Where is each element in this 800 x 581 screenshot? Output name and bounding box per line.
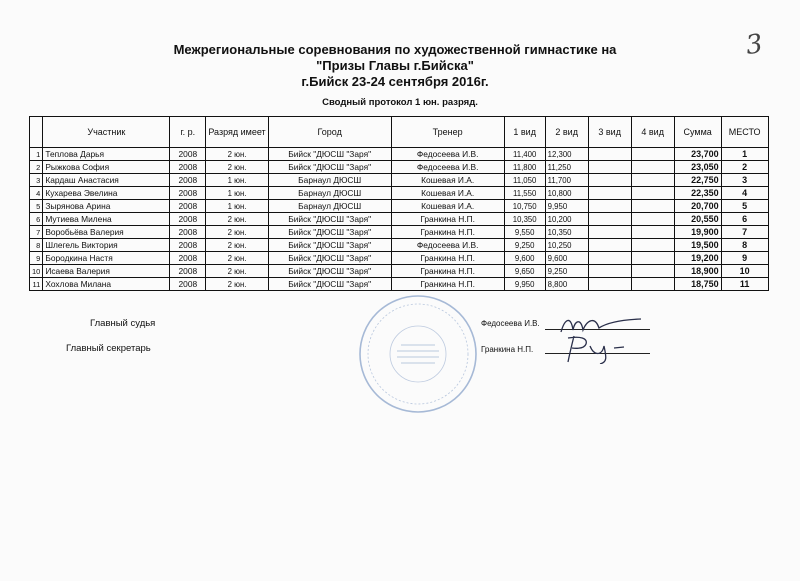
table-row: [30, 148, 769, 161]
event-2-score: 10,350: [545, 226, 588, 239]
event-1-score: 11,550: [504, 187, 545, 200]
event-3-score: [588, 278, 631, 291]
total-score: 23,700: [674, 148, 721, 161]
header-event-1: 1 вид: [504, 117, 545, 148]
event-4-score: [631, 174, 674, 187]
table-row: [30, 161, 769, 174]
row-number: 1: [30, 148, 43, 161]
place: 4: [721, 187, 768, 200]
header-total: Сумма: [674, 117, 721, 148]
participant-name: Рыжкова София: [43, 161, 170, 174]
event-1-score: 11,400: [504, 148, 545, 161]
event-3-score: [588, 239, 631, 252]
header-event-4: 4 вид: [631, 117, 674, 148]
event-4-score: [631, 265, 674, 278]
total-score: 22,350: [674, 187, 721, 200]
total-score: 18,750: [674, 278, 721, 291]
place: 2: [721, 161, 768, 174]
place: 11: [721, 278, 768, 291]
table-row: [30, 213, 769, 226]
total-score: 19,900: [674, 226, 721, 239]
header-number: [30, 117, 43, 148]
coach: Федосеева И.В.: [391, 239, 504, 252]
rank: 2 юн.: [206, 148, 268, 161]
event-4-score: [631, 226, 674, 239]
event-4-score: [631, 278, 674, 291]
total-score: 23,050: [674, 161, 721, 174]
rank: 1 юн.: [206, 187, 268, 200]
header-rank: Разряд имеет: [206, 117, 268, 148]
official-stamp: [357, 293, 479, 415]
coach: Гранкина Н.П.: [391, 213, 504, 226]
header-event-2: 2 вид: [545, 117, 588, 148]
event-1-score: 11,800: [504, 161, 545, 174]
participant-name: Хохлова Милана: [43, 278, 170, 291]
row-number: 9: [30, 252, 43, 265]
header-birth-year: г. р.: [170, 117, 206, 148]
total-score: 20,550: [674, 213, 721, 226]
participant-name: Бородкина Настя: [43, 252, 170, 265]
event-3-score: [588, 148, 631, 161]
event-1-score: 9,950: [504, 278, 545, 291]
birth-year: 2008: [170, 239, 206, 252]
birth-year: 2008: [170, 200, 206, 213]
event-4-score: [631, 161, 674, 174]
handwritten-page-number: 3: [743, 28, 765, 62]
chief-judge-name: Федосеева И.В.: [481, 319, 540, 328]
table-row: [30, 252, 769, 265]
event-1-score: 10,750: [504, 200, 545, 213]
participant-name: Воробьёва Валерия: [43, 226, 170, 239]
row-number: 11: [30, 278, 43, 291]
event-1-score: 9,250: [504, 239, 545, 252]
table-row: [30, 174, 769, 187]
birth-year: 2008: [170, 213, 206, 226]
document-subtitle: Сводный протокол 1 юн. разряд.: [322, 97, 478, 108]
birth-year: 2008: [170, 226, 206, 239]
total-score: 22,750: [674, 174, 721, 187]
place: 3: [721, 174, 768, 187]
event-3-score: [588, 226, 631, 239]
coach: Кошевая И.А.: [391, 174, 504, 187]
birth-year: 2008: [170, 252, 206, 265]
birth-year: 2008: [170, 187, 206, 200]
rank: 2 юн.: [206, 278, 268, 291]
rank: 2 юн.: [206, 161, 268, 174]
city: Бийск "ДЮСШ "Заря": [268, 161, 391, 174]
header-place: МЕСТО: [721, 117, 768, 148]
event-4-score: [631, 213, 674, 226]
event-3-score: [588, 187, 631, 200]
total-score: 19,200: [674, 252, 721, 265]
row-number: 3: [30, 174, 43, 187]
event-2-score: 10,200: [545, 213, 588, 226]
event-4-score: [631, 252, 674, 265]
event-3-score: [588, 252, 631, 265]
event-2-score: 9,600: [545, 252, 588, 265]
coach: Федосеева И.В.: [391, 161, 504, 174]
coach: Федосеева И.В.: [391, 148, 504, 161]
city: Барнаул ДЮСШ: [268, 187, 391, 200]
event-4-score: [631, 200, 674, 213]
city: Бийск "ДЮСШ "Заря": [268, 213, 391, 226]
coach: Гранкина Н.П.: [391, 265, 504, 278]
event-2-score: 11,700: [545, 174, 588, 187]
event-2-score: 9,950: [545, 200, 588, 213]
rank: 2 юн.: [206, 239, 268, 252]
birth-year: 2008: [170, 148, 206, 161]
document-title-line2: "Призы Главы г.Бийска": [316, 58, 474, 73]
event-4-score: [631, 148, 674, 161]
table-row: [30, 187, 769, 200]
coach: Кошевая И.А.: [391, 200, 504, 213]
birth-year: 2008: [170, 174, 206, 187]
event-4-score: [631, 239, 674, 252]
event-1-score: 10,350: [504, 213, 545, 226]
city: Барнаул ДЮСШ: [268, 200, 391, 213]
event-2-score: 9,250: [545, 265, 588, 278]
event-3-score: [588, 213, 631, 226]
place: 5: [721, 200, 768, 213]
event-2-score: 10,800: [545, 187, 588, 200]
chief-secretary-name: Гранкина Н.П.: [481, 345, 534, 354]
rank: 1 юн.: [206, 174, 268, 187]
results-table: [29, 116, 769, 291]
secretary-signature: [560, 332, 640, 364]
birth-year: 2008: [170, 161, 206, 174]
row-number: 6: [30, 213, 43, 226]
city: Барнаул ДЮСШ: [268, 174, 391, 187]
event-3-score: [588, 161, 631, 174]
results-body: [30, 148, 769, 291]
birth-year: 2008: [170, 265, 206, 278]
table-header-row: [30, 117, 769, 148]
participant-name: Исаева Валерия: [43, 265, 170, 278]
document-title-line3: г.Бийск 23-24 сентября 2016г.: [301, 74, 489, 89]
city: Бийск "ДЮСШ "Заря": [268, 265, 391, 278]
table-row: [30, 239, 769, 252]
total-score: 19,500: [674, 239, 721, 252]
participant-name: Зырянова Арина: [43, 200, 170, 213]
event-3-score: [588, 200, 631, 213]
event-3-score: [588, 174, 631, 187]
city: Бийск "ДЮСШ "Заря": [268, 239, 391, 252]
table-row: [30, 278, 769, 291]
row-number: 4: [30, 187, 43, 200]
row-number: 5: [30, 200, 43, 213]
rank: 2 юн.: [206, 252, 268, 265]
row-number: 8: [30, 239, 43, 252]
row-number: 2: [30, 161, 43, 174]
participant-name: Кухарева Эвелина: [43, 187, 170, 200]
birth-year: 2008: [170, 278, 206, 291]
place: 9: [721, 252, 768, 265]
chief-judge-label: Главный судья: [90, 318, 156, 329]
total-score: 20,700: [674, 200, 721, 213]
participant-name: Кардаш Анастасия: [43, 174, 170, 187]
city: Бийск "ДЮСШ "Заря": [268, 278, 391, 291]
participant-name: Мутиева Милена: [43, 213, 170, 226]
header-event-3: 3 вид: [588, 117, 631, 148]
table-row: [30, 265, 769, 278]
event-1-score: 9,600: [504, 252, 545, 265]
place: 1: [721, 148, 768, 161]
city: Бийск "ДЮСШ "Заря": [268, 148, 391, 161]
row-number: 7: [30, 226, 43, 239]
table-row: [30, 226, 769, 239]
place: 8: [721, 239, 768, 252]
header-coach: Тренер: [391, 117, 504, 148]
rank: 2 юн.: [206, 226, 268, 239]
rank: 1 юн.: [206, 200, 268, 213]
coach: Кошевая И.А.: [391, 187, 504, 200]
event-2-score: 11,250: [545, 161, 588, 174]
header-city: Город: [268, 117, 391, 148]
place: 6: [721, 213, 768, 226]
event-3-score: [588, 265, 631, 278]
coach: Гранкина Н.П.: [391, 252, 504, 265]
place: 7: [721, 226, 768, 239]
event-2-score: 8,800: [545, 278, 588, 291]
total-score: 18,900: [674, 265, 721, 278]
event-2-score: 10,250: [545, 239, 588, 252]
participant-name: Шлегель Виктория: [43, 239, 170, 252]
event-1-score: 9,650: [504, 265, 545, 278]
participant-name: Теплова Дарья: [43, 148, 170, 161]
rank: 2 юн.: [206, 213, 268, 226]
event-2-score: 12,300: [545, 148, 588, 161]
row-number: 10: [30, 265, 43, 278]
city: Бийск "ДЮСШ "Заря": [268, 226, 391, 239]
coach: Гранкина Н.П.: [391, 226, 504, 239]
place: 10: [721, 265, 768, 278]
document-title-line1: Межрегиональные соревнования по художественной гимнастике на: [173, 42, 617, 57]
city: Бийск "ДЮСШ "Заря": [268, 252, 391, 265]
rank: 2 юн.: [206, 265, 268, 278]
table-row: [30, 200, 769, 213]
event-1-score: 9,550: [504, 226, 545, 239]
header-participant: Участник: [43, 117, 170, 148]
event-1-score: 11,050: [504, 174, 545, 187]
event-4-score: [631, 187, 674, 200]
chief-secretary-label: Главный секретарь: [66, 343, 151, 354]
coach: Гранкина Н.П.: [391, 278, 504, 291]
